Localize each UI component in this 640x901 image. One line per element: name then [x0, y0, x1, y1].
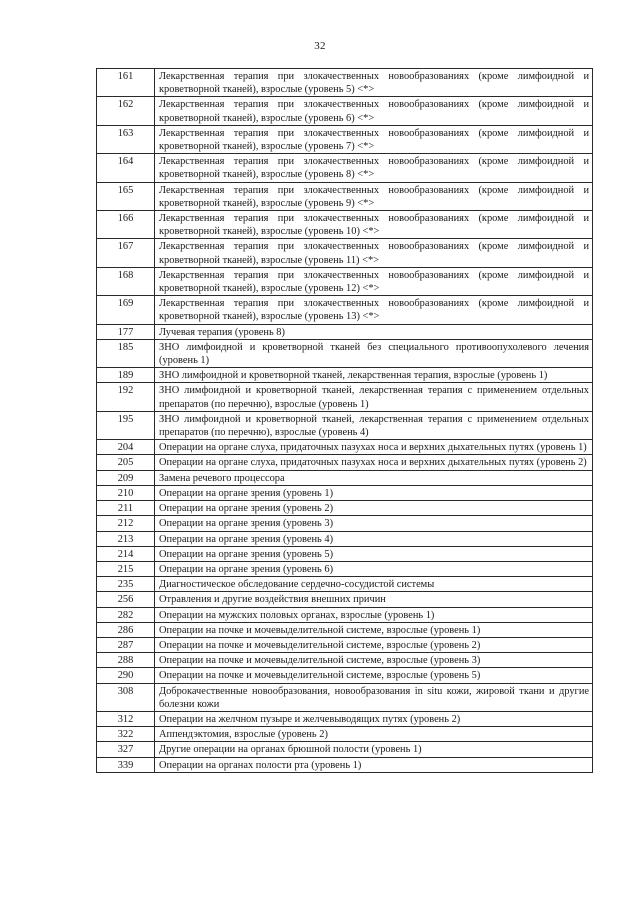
row-code: 167 — [97, 239, 155, 267]
row-code: 282 — [97, 607, 155, 622]
table-row — [97, 561, 593, 576]
row-code: 162 — [97, 97, 155, 125]
table-row — [97, 383, 593, 411]
table-row — [97, 69, 593, 97]
row-description: Операции на органе слуха, придаточных пазухах носа и верхних дыхательных путях (уровень 1) — [155, 440, 593, 455]
row-code: 209 — [97, 470, 155, 485]
row-description: Другие операции на органах брюшной полости (уровень 1) — [155, 742, 593, 757]
row-description: Операции на органе зрения (уровень 2) — [155, 501, 593, 516]
row-code: 210 — [97, 485, 155, 500]
row-description: Аппендэктомия, взрослые (уровень 2) — [155, 727, 593, 742]
table-row — [97, 516, 593, 531]
row-code: 288 — [97, 653, 155, 668]
row-description: ЗНО лимфоидной и кроветворной тканей, лекарственная терапия, взрослые (уровень 1) — [155, 368, 593, 383]
table-row — [97, 211, 593, 239]
row-description: Операции на органе слуха, придаточных пазухах носа и верхних дыхательных путях (уровень 2) — [155, 455, 593, 470]
row-description: Операции на почке и мочевыделительной системе, взрослые (уровень 3) — [155, 653, 593, 668]
table-row — [97, 637, 593, 652]
row-code: 286 — [97, 622, 155, 637]
table-row — [97, 531, 593, 546]
row-description: Лекарственная терапия при злокачественных новообразованиях (кроме лимфоидной и кроветворной тканей), взрослые (уровень 13) <*> — [155, 296, 593, 324]
row-code: 185 — [97, 339, 155, 367]
row-description: Замена речевого процессора — [155, 470, 593, 485]
row-description: ЗНО лимфоидной и кроветворной тканей, лекарственная терапия с применением отдельных препаратов (по перечню), взрослые (уровень 4) — [155, 411, 593, 439]
row-description: Операции на органе зрения (уровень 3) — [155, 516, 593, 531]
row-code: 177 — [97, 324, 155, 339]
table-row — [97, 592, 593, 607]
row-description: Лекарственная терапия при злокачественных новообразованиях (кроме лимфоидной и кроветворной тканей), взрослые (уровень 6) <*> — [155, 97, 593, 125]
row-description: Операции на почке и мочевыделительной системе, взрослые (уровень 1) — [155, 622, 593, 637]
table-row — [97, 470, 593, 485]
procedures-table — [96, 68, 593, 773]
table-row — [97, 182, 593, 210]
table-row — [97, 296, 593, 324]
row-code: 164 — [97, 154, 155, 182]
row-description: Операции на почке и мочевыделительной системе, взрослые (уровень 2) — [155, 637, 593, 652]
row-code: 312 — [97, 711, 155, 726]
row-description: Лекарственная терапия при злокачественных новообразованиях (кроме лимфоидной и кроветворной тканей), взрослые (уровень 9) <*> — [155, 182, 593, 210]
row-code: 169 — [97, 296, 155, 324]
table-row — [97, 368, 593, 383]
row-code: 192 — [97, 383, 155, 411]
row-code: 212 — [97, 516, 155, 531]
table-row — [97, 727, 593, 742]
row-description: Лекарственная терапия при злокачественных новообразованиях (кроме лимфоидной и кроветворной тканей), взрослые (уровень 10) <*> — [155, 211, 593, 239]
table-row — [97, 757, 593, 772]
row-code: 214 — [97, 546, 155, 561]
row-code: 168 — [97, 267, 155, 295]
table-row — [97, 607, 593, 622]
row-code: 205 — [97, 455, 155, 470]
row-code: 204 — [97, 440, 155, 455]
row-code: 195 — [97, 411, 155, 439]
table-row — [97, 622, 593, 637]
row-description: Операции на органе зрения (уровень 1) — [155, 485, 593, 500]
row-description: Операции на органе зрения (уровень 5) — [155, 546, 593, 561]
table-row — [97, 668, 593, 683]
row-description: Лекарственная терапия при злокачественных новообразованиях (кроме лимфоидной и кроветворной тканей), взрослые (уровень 7) <*> — [155, 125, 593, 153]
table-row — [97, 742, 593, 757]
table-body — [97, 69, 593, 773]
row-code: 165 — [97, 182, 155, 210]
row-description: Операции на органах полости рта (уровень 1) — [155, 757, 593, 772]
table-row — [97, 546, 593, 561]
table-row — [97, 154, 593, 182]
row-description: Лекарственная терапия при злокачественных новообразованиях (кроме лимфоидной и кроветворной тканей), взрослые (уровень 5) <*> — [155, 69, 593, 97]
table-row — [97, 411, 593, 439]
row-description: Отравления и другие воздействия внешних причин — [155, 592, 593, 607]
row-code: 213 — [97, 531, 155, 546]
row-code: 161 — [97, 69, 155, 97]
row-code: 327 — [97, 742, 155, 757]
row-description: Лекарственная терапия при злокачественных новообразованиях (кроме лимфоидной и кроветворной тканей), взрослые (уровень 11) <*> — [155, 239, 593, 267]
page-number: 32 — [314, 40, 326, 52]
row-description: Операции на почке и мочевыделительной системе, взрослые (уровень 5) — [155, 668, 593, 683]
row-description: Операции на органе зрения (уровень 4) — [155, 531, 593, 546]
table-row — [97, 501, 593, 516]
row-description: Операции на органе зрения (уровень 6) — [155, 561, 593, 576]
table-row — [97, 577, 593, 592]
row-description: ЗНО лимфоидной и кроветворной тканей, лекарственная терапия с применением отдельных препаратов (по перечню), взрослые (уровень 1) — [155, 383, 593, 411]
table-row — [97, 267, 593, 295]
row-code: 163 — [97, 125, 155, 153]
row-description: Операции на мужских половых органах, взрослые (уровень 1) — [155, 607, 593, 622]
table-row — [97, 455, 593, 470]
row-description: Лекарственная терапия при злокачественных новообразованиях (кроме лимфоидной и кроветворной тканей), взрослые (уровень 8) <*> — [155, 154, 593, 182]
row-description: Лекарственная терапия при злокачественных новообразованиях (кроме лимфоидной и кроветворной тканей), взрослые (уровень 12) <*> — [155, 267, 593, 295]
table-row — [97, 653, 593, 668]
table-row — [97, 711, 593, 726]
row-code: 287 — [97, 637, 155, 652]
row-code: 189 — [97, 368, 155, 383]
table-row — [97, 339, 593, 367]
row-description: Операции на желчном пузыре и желчевыводящих путях (уровень 2) — [155, 711, 593, 726]
table-row — [97, 97, 593, 125]
table-row — [97, 239, 593, 267]
table-row — [97, 125, 593, 153]
row-code: 339 — [97, 757, 155, 772]
row-code: 211 — [97, 501, 155, 516]
row-description: Лучевая терапия (уровень 8) — [155, 324, 593, 339]
row-code: 235 — [97, 577, 155, 592]
table-row — [97, 324, 593, 339]
row-code: 322 — [97, 727, 155, 742]
row-code: 308 — [97, 683, 155, 711]
row-code: 215 — [97, 561, 155, 576]
row-description: Доброкачественные новообразования, новообразования in situ кожи, жировой ткани и другие болезни кожи — [155, 683, 593, 711]
table-row — [97, 485, 593, 500]
row-description: ЗНО лимфоидной и кроветворной тканей без специального противоопухолевого лечения (уровень 1) — [155, 339, 593, 367]
row-code: 166 — [97, 211, 155, 239]
row-code: 290 — [97, 668, 155, 683]
row-code: 256 — [97, 592, 155, 607]
table-row — [97, 440, 593, 455]
table-row — [97, 683, 593, 711]
row-description: Диагностическое обследование сердечно-сосудистой системы — [155, 577, 593, 592]
